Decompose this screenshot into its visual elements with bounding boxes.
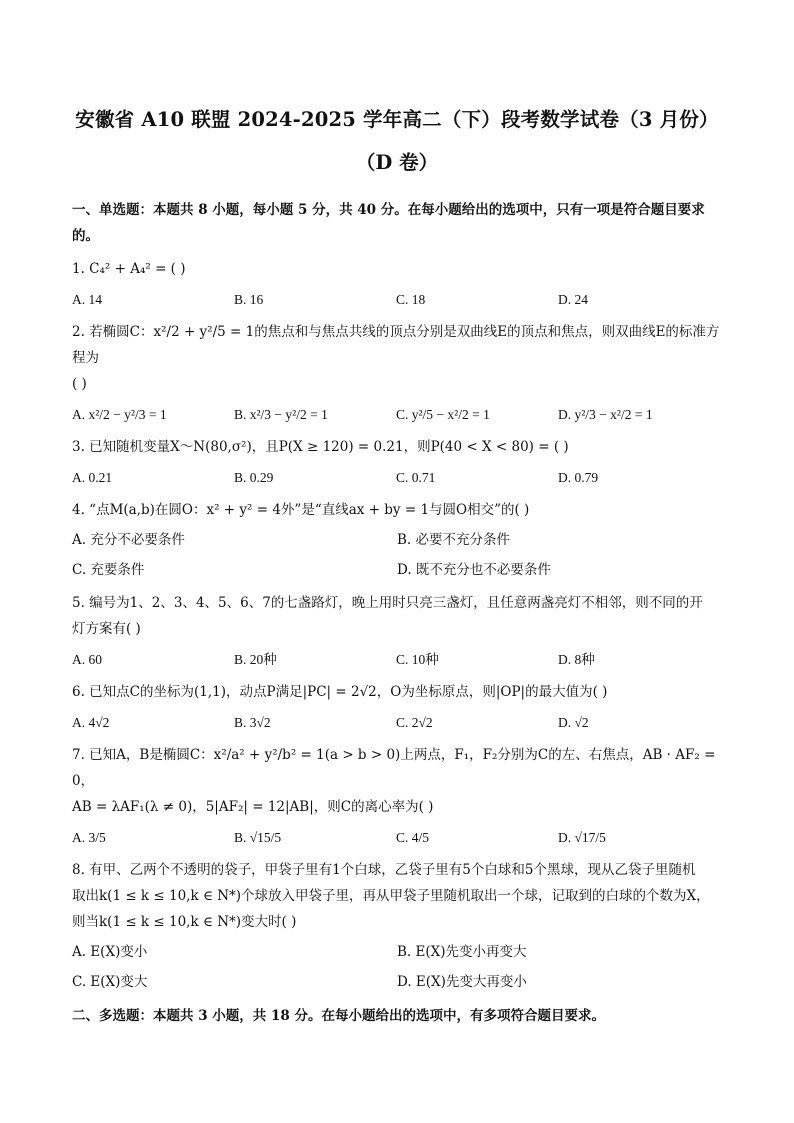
question-2: 2. 若椭圆C：x²/2 + y²/5 = 1的焦点和与焦点共线的顶点分别是双曲线E的顶点和焦点，则双曲线E的标准方程为 ( ) [72,324,720,392]
option-a: A. 14 [72,292,102,307]
option-d: D. 0.79 [558,470,599,485]
section-2-heading: 二、多选题：本题共 3 小题，共 18 分。在每小题给出的选项中，有多项符合题目要求。 [72,1008,605,1024]
option-c: C. 10种 [396,652,439,667]
option-b: B. 16 [234,292,264,307]
question-4: 4. “点M(a,b)在圆O：x² + y² = 4外”是“直线ax + by = 1与圆O相交”的( ) [72,502,530,518]
option-a: A. 0.21 [72,470,113,485]
question-1: 1. C₄² + A₄² = ( ) [72,261,186,277]
option-a: A. 60 [72,652,102,667]
question-8-options-row1 [72,939,722,965]
option-b: B. 3√2 [234,715,271,730]
option-d: D. 24 [558,292,588,307]
question-1-options [72,288,722,312]
option-a: A. 充分不必要条件 [72,532,185,548]
question-8: 8. 有甲、乙两个不透明的袋子，甲袋子里有1个白球，乙袋子里有5个白球和5个黑球，现从乙袋子里随机 取出k(1 ≤ k ≤ 10,k ∈ N*)个球放入甲袋子里，再从甲袋子里随机取出一个球，记取到的白球的个数为X， 则当k(1 ≤ k ≤ 10,k ∈ N*)变大时( ) [72,862,710,930]
option-b: B. E(X)先变小再变大 [397,944,527,960]
option-b: B. √15/5 [234,830,282,845]
option-c: C. 充要条件 [72,562,145,578]
question-6-options [72,711,722,735]
option-c: C. E(X)变大 [72,974,148,990]
question-4-options-row1 [72,527,722,553]
option-b: B. 必要不充分条件 [397,532,511,548]
question-7-options [72,826,722,850]
option-b: B. x²/3 − y²/2 = 1 [234,407,328,422]
section-1-heading: 一、单选题：本题共 8 小题，每小题 5 分，共 40 分。在每小题给出的选项中，只有一项是符合题目要求 的。 [72,202,705,244]
option-d: D. √2 [558,715,589,730]
option-a: A. x²/2 − y²/3 = 1 [72,407,167,422]
question-2-options [72,403,722,427]
exam-title: 安徽省 A10 联盟 2024-2025 学年高二（下）段考数学试卷（3 月份） [75,108,719,131]
question-3-options [72,466,722,490]
question-5-options [72,648,722,672]
question-5: 5. 编号为1、2、3、4、5、6、7的七盏路灯，晚上用时只亮三盏灯，且任意两盏亮灯不相邻，则不同的开 灯方案有( ) [72,595,703,637]
option-d: D. 既不充分也不必要条件 [397,562,551,578]
option-d: D. E(X)先变大再变小 [397,974,527,990]
question-6: 6. 已知点C的坐标为(1,1)，动点P满足|PC| = 2√2，O为坐标原点，则|OP|的最大值为( ) [72,684,608,700]
option-a: A. 4√2 [72,715,110,730]
option-c: C. 4/5 [396,830,430,845]
option-a: A. E(X)变小 [72,944,148,960]
option-c: C. 0.71 [396,470,436,485]
option-c: C. 2√2 [396,715,433,730]
question-3: 3. 已知随机变量X～N(80,σ²)，且P(X ≥ 120) = 0.21，则P(40 < X < 80) = ( ) [72,439,569,455]
option-b: B. 0.29 [234,470,274,485]
option-d: D. y²/3 − x²/2 = 1 [558,407,653,422]
question-8-options-row2 [72,969,722,995]
exam-subtitle: （D 卷） [355,151,439,174]
option-c: C. y²/5 − x²/2 = 1 [396,407,490,422]
option-b: B. 20种 [234,652,277,667]
question-4-options-row2 [72,557,722,583]
option-a: A. 3/5 [72,830,106,845]
option-c: C. 18 [396,292,426,307]
question-7: 7. 已知A，B是椭圆C：x²/a² + y²/b² = 1(a > b > 0)上两点，F₁，F₂分别为C的左、右焦点，AB · AF₂ = 0， AB = λAF₁(λ ≠ 0)，5|AF₂| = 12|AB|，则C的离心率为( ) [72,747,716,815]
option-d: D. √17/5 [558,830,606,845]
option-d: D. 8种 [558,652,595,667]
